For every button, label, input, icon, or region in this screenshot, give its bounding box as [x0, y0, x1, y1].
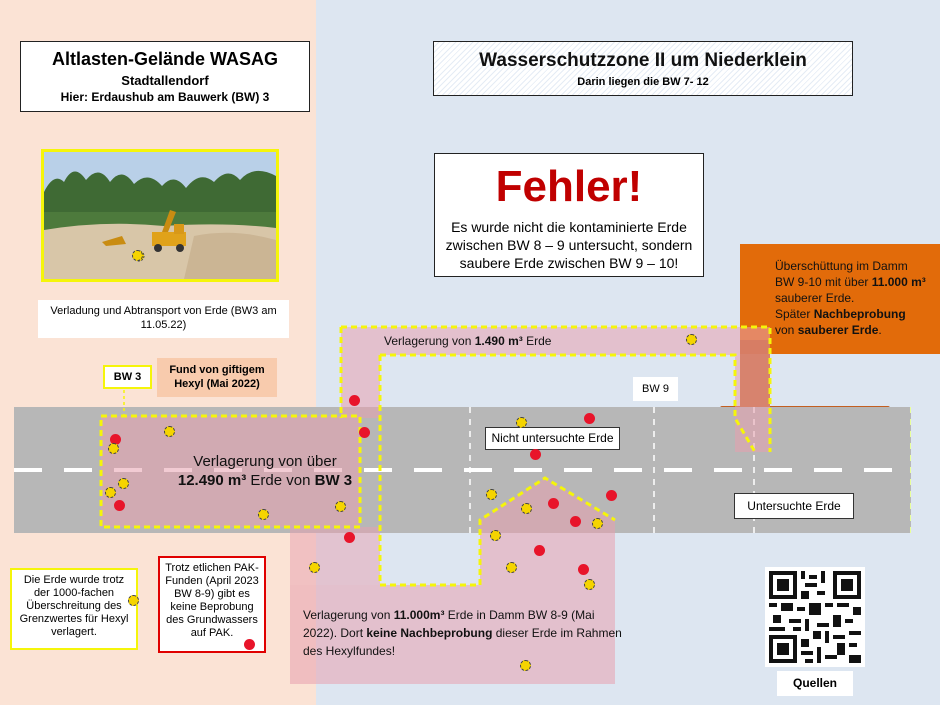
orange-note-line3: sauberer Erde. [775, 291, 855, 305]
left-subtitle: Stadtallendorf [121, 73, 209, 88]
contamination-marker-yellow [108, 443, 119, 454]
pak-note: Trotz etlichen PAK-Funden (April 2023 BW 8-9) gibt es keine Beprobung des Grundwassers auf PAK. [158, 556, 266, 653]
hexyl-find-label: Fund von giftigem Hexyl (Mai 2022) [157, 358, 277, 397]
untested-soil-label: Nicht untersuchte Erde [485, 427, 620, 450]
left-subtitle-2: Hier: Erdaushub am Bauwerk (BW) 3 [60, 90, 270, 104]
orange-note-nachbeprobung: Nachbeprobung [813, 307, 906, 321]
orange-note-line2a: BW 9-10 mit über [775, 275, 872, 289]
contamination-marker-red [548, 498, 559, 509]
contamination-marker-red [584, 413, 595, 424]
orange-note-line5c: . [878, 323, 882, 337]
transfer-1490-volume: 1.490 m³ [474, 334, 523, 348]
orange-note-line4a: Später [775, 307, 814, 321]
contamination-marker-red [114, 500, 125, 511]
transfer-12490-label [155, 452, 375, 490]
sources-label: Quellen [777, 671, 853, 696]
contamination-marker-yellow [520, 660, 531, 671]
contamination-marker-yellow [309, 562, 320, 573]
left-title: Altlasten-Gelände WASAG [51, 49, 279, 69]
contamination-marker-yellow [490, 530, 501, 541]
contamination-marker-yellow [128, 595, 139, 606]
contamination-marker-red [534, 545, 545, 556]
contamination-marker-red [359, 427, 370, 438]
transfer-1490-text-a: Verlagerung von [384, 334, 475, 348]
transfer-12490-line1: Verlagerung von über [193, 453, 337, 470]
transfer-12490-volume: 12.490 m³ [177, 472, 247, 489]
contamination-marker-yellow [118, 478, 129, 489]
error-headline: Fehler! [495, 162, 643, 211]
orange-note-line1: Überschüttung im Damm [775, 259, 908, 273]
contamination-marker-red [578, 564, 589, 575]
contamination-marker-yellow [521, 503, 532, 514]
contamination-marker-red [606, 490, 617, 501]
transfer-1490-text-c: Erde [522, 334, 552, 348]
error-text: Es wurde nicht die kontaminierte Erde zwischen BW 8 – 9 untersucht, sondern saubere Erde zwischen BW 9 – 10! [445, 219, 693, 271]
transfer-11000-volume: 11.000m³ [393, 608, 445, 622]
transfer-11000-text-e: dieser Erde im Rahmen des Hexylfundes! [303, 626, 622, 658]
contamination-marker-yellow [506, 562, 517, 573]
contamination-marker-red [344, 532, 355, 543]
photo-caption: Verladung und Abtransport von Erde (BW3 am 11.05.22) [38, 300, 289, 338]
transfer-11000-text-a: Verlagerung von [303, 608, 394, 622]
qr-code-image [769, 571, 861, 663]
contamination-marker-red [244, 639, 255, 650]
orange-note-line5a: von [775, 323, 798, 337]
orange-note-volume: 11.000 m³ [871, 275, 926, 289]
transfer-12490-bw3: BW 3 [314, 472, 353, 489]
transfer-11000-no-resampling: keine Nachbeprobung [366, 626, 493, 640]
contamination-marker-yellow [584, 579, 595, 590]
contamination-marker-yellow [258, 509, 269, 520]
qr-code[interactable] [765, 567, 865, 667]
transfer-1490-label [384, 334, 551, 348]
contamination-marker-yellow [132, 250, 143, 261]
contamination-marker-yellow [486, 489, 497, 500]
contamination-marker-yellow [592, 518, 603, 529]
tested-soil-label: Untersuchte Erde [734, 493, 854, 519]
contamination-marker-yellow [164, 426, 175, 437]
contamination-marker-red [349, 395, 360, 406]
transfer-12490-text: Erde von [246, 472, 315, 489]
right-subtitle: Darin liegen die BW 7- 12 [577, 76, 709, 88]
bw9-label: BW 9 [633, 377, 678, 401]
soil-limit-note: Die Erde wurde trotz der 1000-fachen Überschreitung des Grenzwertes für Hexyl verlagert. [10, 568, 138, 650]
contamination-marker-yellow [516, 417, 527, 428]
bw3-label: BW 3 [103, 365, 152, 389]
contamination-marker-red [530, 449, 541, 460]
transfer-11000-label [303, 606, 623, 660]
contamination-marker-yellow [335, 501, 346, 512]
contamination-marker-red [570, 516, 581, 527]
orange-note-saubere-erde: sauberer Erde [797, 323, 879, 337]
contamination-marker-yellow [105, 487, 116, 498]
contamination-marker-yellow [686, 334, 697, 345]
transfer-11000-text-c: Erde in Damm BW 8-9 (Mai 2022). Dort [303, 608, 595, 640]
right-title: Wasserschutzzone II um Niederklein [479, 50, 807, 71]
